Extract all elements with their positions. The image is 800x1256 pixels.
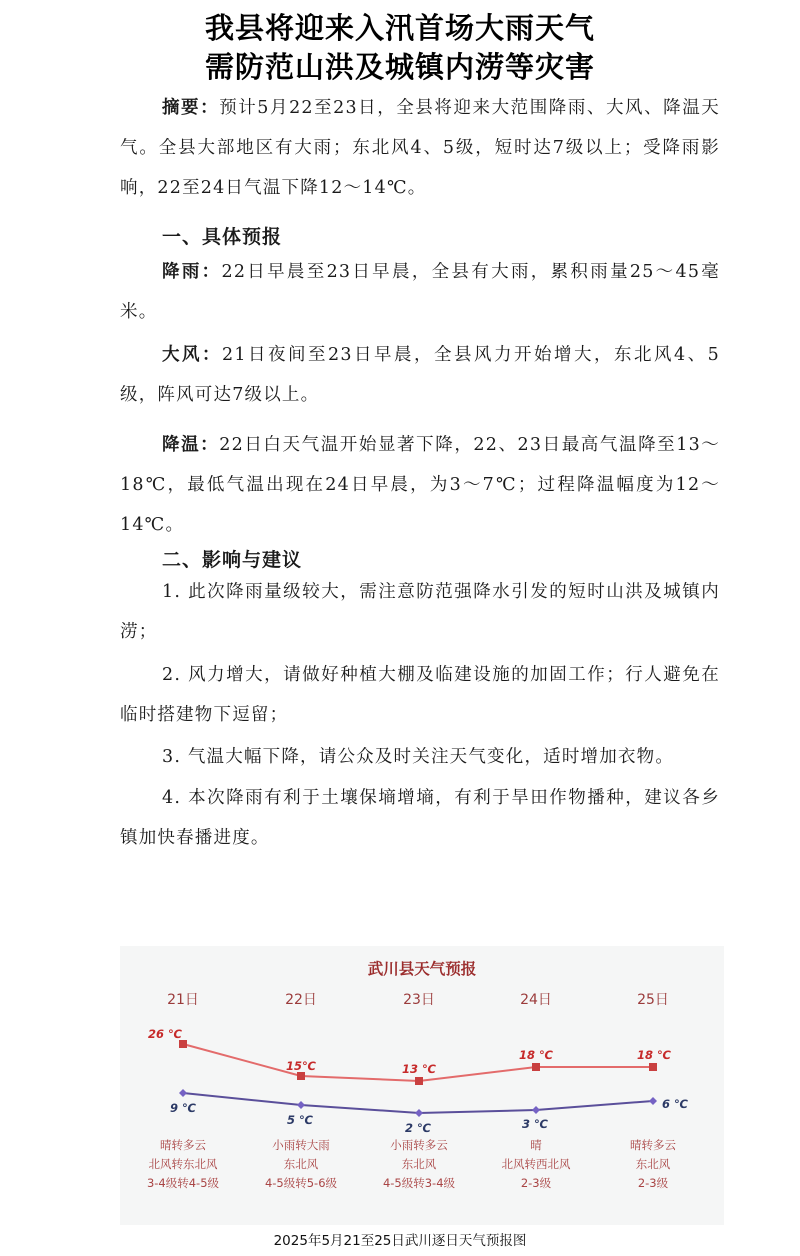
summary-text: 预计5月22至23日，全县将迎来大范围降雨、大风、降温天气。全县大部地区有大雨；东北风4、5级，短时达7级以上；受降雨影响，22至24日气温下降12～14℃。	[120, 98, 720, 198]
day-weather-desc	[128, 1136, 238, 1193]
wind-level-text: 3-4级转4-5级	[146, 1176, 220, 1190]
headline-line-1: 我县将迎来入汛首场大雨天气	[204, 11, 595, 45]
summary-lead: 摘要：	[162, 98, 220, 118]
forecast-wind	[120, 335, 720, 415]
wind-direction-text: 东北风	[401, 1157, 437, 1171]
low-temp-label: 3 ℃	[522, 1117, 548, 1131]
wind-level-text: 2-3级	[637, 1176, 669, 1190]
weather-text: 小雨转多云	[390, 1138, 448, 1152]
low-temp-label: 6 ℃	[662, 1097, 688, 1111]
headline-line-2: 需防范山洪及城镇内涝等灾害	[204, 50, 595, 84]
day-weather-desc	[598, 1136, 708, 1193]
high-temp-label: 18 ℃	[637, 1048, 671, 1062]
day-weather-desc	[364, 1136, 474, 1193]
day-label: 21日	[167, 992, 199, 1008]
advice-item-4: 4. 本次降雨有利于土壤保墒增墒，有利于旱田作物播种，建议各乡镇加快春播进度。	[120, 788, 720, 848]
forecast-cooling-lead: 降温：	[162, 435, 220, 455]
wind-direction-text: 东北风	[635, 1157, 671, 1171]
day-label: 25日	[637, 992, 669, 1008]
forecast-rain-lead: 降雨：	[162, 262, 222, 282]
low-temp-label: 2 ℃	[405, 1121, 431, 1135]
low-temp-label: 9 ℃	[170, 1101, 196, 1115]
weather-forecast-chart	[120, 946, 724, 1225]
weather-text: 小雨转大雨	[272, 1138, 330, 1152]
figure-caption: 2025年5月21至25日武川逐日天气预报图	[273, 1233, 527, 1249]
low-temp-markers	[179, 1089, 657, 1117]
forecast-cooling	[120, 425, 720, 545]
forecast-rain-text: 22日早晨至23日早晨，全县有大雨，累积雨量25～45毫米。	[120, 262, 721, 322]
section-heading-advice: 二、影响与建议	[162, 549, 303, 571]
day-weather-desc	[481, 1136, 591, 1193]
high-temp-label: 26 ℃	[148, 1027, 182, 1041]
high-temp-label: 18 ℃	[519, 1048, 553, 1062]
weather-text: 晴转多云	[630, 1138, 676, 1152]
high-temp-label: 15℃	[286, 1059, 316, 1073]
summary-paragraph	[120, 88, 720, 208]
wind-level-text: 4-5级转5-6级	[264, 1176, 338, 1190]
wind-level-text: 2-3级	[520, 1176, 552, 1190]
wind-direction-text: 东北风	[283, 1157, 319, 1171]
low-temp-label: 5 ℃	[287, 1113, 313, 1127]
section-heading-forecast: 一、具体预报	[162, 226, 283, 248]
wind-direction-text: 北风转东北风	[148, 1157, 218, 1171]
wind-level-text: 4-5级转3-4级	[382, 1176, 456, 1190]
day-weather-desc	[246, 1136, 356, 1193]
weather-text: 晴转多云	[160, 1138, 206, 1152]
advice-item-1: 1. 此次降雨量级较大，需注意防范强降水引发的短时山洪及城镇内涝；	[120, 582, 720, 642]
forecast-cooling-text: 22日白天气温开始显著下降，22、23日最高气温降至13～18℃，最低气温出现在24日早晨，为3～7℃；过程降温幅度为12～14℃。	[120, 435, 720, 535]
forecast-rain	[120, 252, 720, 332]
advice-item-2: 2. 风力增大，请做好种植大棚及临建设施的加固工作；行人避免在临时搭建物下逗留；	[120, 665, 720, 725]
day-label: 23日	[403, 992, 435, 1008]
chart-title: 武川县天气预报	[367, 960, 477, 978]
weather-text: 晴	[530, 1138, 542, 1152]
day-label: 24日	[520, 992, 552, 1008]
wind-direction-text: 北风转西北风	[501, 1157, 571, 1171]
advice-item-3: 3. 气温大幅下降，请公众及时关注天气变化，适时增加衣物。	[162, 747, 675, 767]
forecast-wind-lead: 大风：	[162, 345, 223, 365]
forecast-wind-text: 21日夜间至23日早晨，全县风力开始增大，东北风4、5级，阵风可达7级以上。	[120, 345, 720, 405]
high-temp-label: 13 ℃	[402, 1062, 436, 1076]
day-label: 22日	[285, 992, 317, 1008]
